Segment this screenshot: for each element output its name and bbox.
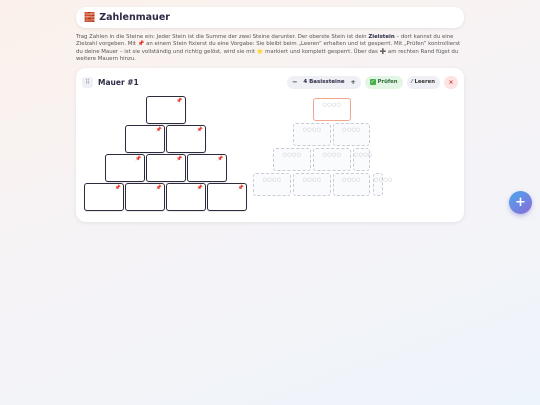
drag-handle-icon[interactable]: ⠿ bbox=[82, 77, 93, 88]
ghost-brick bbox=[333, 123, 370, 146]
pin-icon[interactable]: 📌 bbox=[217, 156, 224, 162]
broom-icon: ⁄ bbox=[411, 79, 413, 85]
brick[interactable] bbox=[125, 125, 165, 153]
check-button[interactable] bbox=[365, 76, 403, 89]
page-title: Zahlenmauer bbox=[99, 12, 170, 23]
brick[interactable] bbox=[166, 183, 206, 211]
pin-icon[interactable]: 📌 bbox=[155, 185, 162, 191]
ghost-placeholder: ○○○○ bbox=[342, 127, 361, 133]
brick-icon: 🧱 bbox=[84, 12, 96, 23]
ghost-placeholder: ○○○○ bbox=[282, 152, 302, 158]
check-label: Prüfen bbox=[377, 79, 398, 85]
instructions bbox=[76, 34, 462, 64]
base-count-value: 4 Basissteine bbox=[303, 79, 345, 85]
pin-icon[interactable]: 📌 bbox=[176, 156, 183, 162]
ghost-placeholder: ○○○○ bbox=[302, 127, 322, 133]
delete-wall-button[interactable]: × bbox=[444, 76, 458, 89]
app-header bbox=[76, 7, 464, 28]
brick[interactable] bbox=[207, 183, 247, 211]
wall-controls bbox=[287, 76, 458, 89]
brick[interactable] bbox=[146, 154, 186, 182]
base-count-stepper bbox=[287, 76, 360, 89]
pin-icon[interactable]: 📌 bbox=[155, 127, 162, 133]
ghost-brick bbox=[333, 173, 370, 196]
increment-button[interactable]: + bbox=[350, 78, 356, 86]
ghost-placeholder: ○○○○ bbox=[322, 152, 342, 158]
ghost-placeholder: ○○○○ bbox=[374, 177, 393, 183]
pin-icon[interactable]: 📌 bbox=[114, 185, 121, 191]
clear-button[interactable] bbox=[407, 76, 440, 89]
decrement-button[interactable]: − bbox=[292, 78, 298, 86]
ghost-brick bbox=[353, 148, 373, 171]
pin-icon[interactable]: 📌 bbox=[196, 185, 203, 191]
brick[interactable] bbox=[187, 154, 227, 182]
target-brick[interactable] bbox=[146, 96, 186, 124]
ghost-placeholder: ○○○○ bbox=[262, 177, 282, 183]
brick[interactable] bbox=[105, 154, 145, 182]
instructions-part1: Trag Zahlen in die Steine ein: Jeder Stein ist die Summe der zwei Steine darunter. Der oberste Stein ist dein bbox=[76, 34, 369, 40]
ghost-placeholder: ○○○○ bbox=[354, 152, 373, 158]
clear-label: Leeren bbox=[414, 79, 435, 85]
wall-title: Mauer #1 bbox=[98, 77, 139, 87]
add-wall-button[interactable]: + bbox=[509, 191, 532, 214]
brick[interactable] bbox=[166, 125, 206, 153]
ghost-brick bbox=[293, 173, 331, 196]
check-icon: ✓ bbox=[370, 79, 375, 85]
instructions-bold: Zielstein bbox=[368, 34, 395, 40]
ghost-brick bbox=[293, 123, 331, 146]
ghost-brick bbox=[313, 148, 351, 171]
instructions-part2: – dort kannst du eine Zielzahl vorgeben. Mit 📌 an einem Stein fixierst du eine Vorgabe: Sie bleibt beim „Leeren“ erhalten und ist gesperrt. Mit „Prüfen“ kontrollierst du deine Mauer – ist sie vollständig und richtig gelöst, wird sie mit ⭐ markiert und komplett gesperrt. Über das ➕ am rechten Rand fügst du weitere Mauern hinzu. bbox=[76, 34, 461, 63]
ghost-brick bbox=[373, 173, 393, 196]
brick[interactable] bbox=[84, 183, 124, 211]
pin-icon[interactable]: 📌 bbox=[196, 127, 203, 133]
pin-icon[interactable]: 📌 bbox=[135, 156, 142, 162]
brick[interactable] bbox=[125, 183, 165, 211]
pin-icon[interactable]: 📌 bbox=[176, 98, 183, 104]
ghost-placeholder: ○○○○ bbox=[342, 177, 361, 183]
ghost-brick bbox=[253, 173, 291, 196]
ghost-brick bbox=[273, 148, 311, 171]
ghost-placeholder: ○○○○ bbox=[322, 102, 342, 108]
wall-card bbox=[76, 68, 464, 222]
ghost-placeholder: ○○○○ bbox=[302, 177, 322, 183]
ghost-brick bbox=[313, 98, 351, 121]
pin-icon[interactable]: 📌 bbox=[237, 185, 244, 191]
wall-header bbox=[82, 74, 458, 90]
